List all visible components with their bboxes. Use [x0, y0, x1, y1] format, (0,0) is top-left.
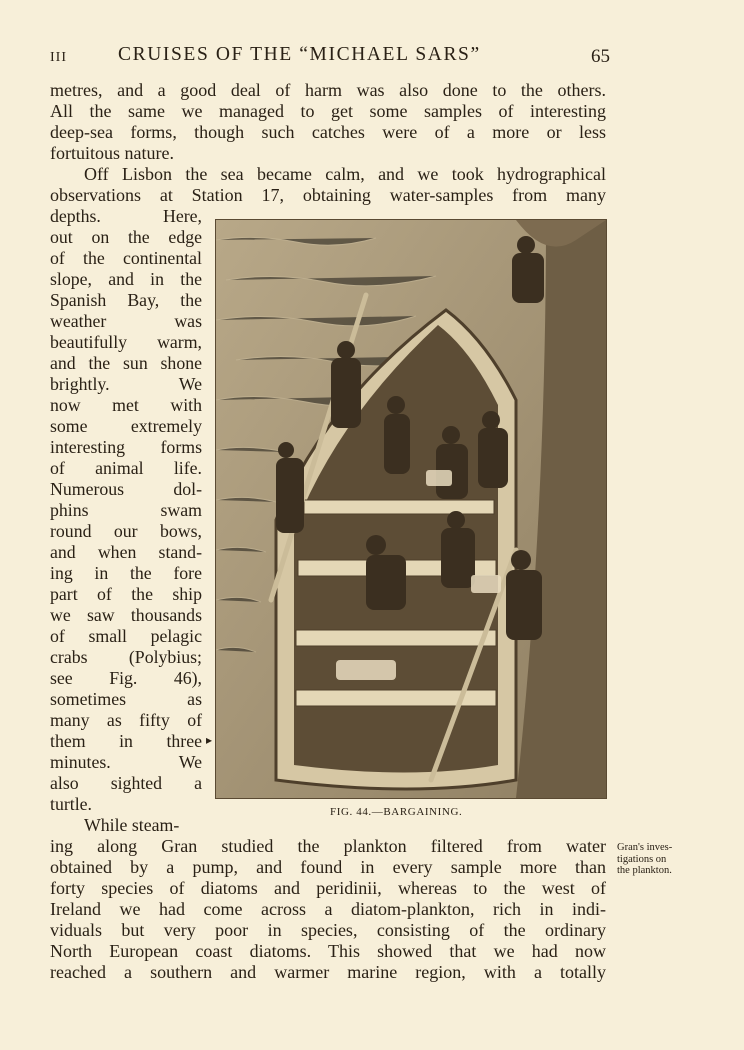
text-line: and when stand-: [50, 542, 202, 562]
running-title: CRUISES OF THE “MICHAEL SARS”: [118, 44, 481, 65]
text-line: While steam-: [84, 815, 180, 835]
text-line: round our bows,: [50, 521, 202, 541]
running-header: [50, 44, 610, 72]
text-line: reached a southern and warmer marine region, with a totally: [50, 962, 606, 982]
text-line: Numerous dol-: [50, 479, 202, 499]
text-line: weather was: [50, 311, 202, 331]
page-number: 65: [591, 46, 610, 67]
text-line: metres, and a good deal of harm was also done to the others.: [50, 80, 606, 100]
chapter-number: III: [50, 50, 67, 65]
text-line: some extremely: [50, 416, 202, 436]
margin-note-line: Gran's inves-: [617, 842, 673, 853]
text-line: All the same we managed to get some samples of interesting: [50, 101, 606, 121]
text-line: North European coast diatoms. This showed that we had now: [50, 941, 606, 961]
text-line: sometimes as: [50, 689, 202, 709]
text-line: depths. Here,: [50, 206, 202, 226]
text-line: observations at Station 17, obtaining water-samples from many: [50, 185, 606, 205]
text-line: turtle.: [50, 794, 92, 814]
text-line: them in three: [50, 731, 202, 751]
figure-caption: FIG. 44.—BARGAINING.: [330, 806, 463, 818]
text-line: ing along Gran studied the plankton filtered from water: [50, 836, 606, 856]
text-line: of animal life.: [50, 458, 202, 478]
text-line: now met with: [50, 395, 202, 415]
text-line: ing in the fore: [50, 563, 202, 583]
text-line: and the sun shone: [50, 353, 202, 373]
text-line: fortuitous nature.: [50, 143, 174, 163]
text-line: many as fifty of: [50, 710, 202, 730]
text-line: phins swam: [50, 500, 202, 520]
boat-photo-illustration: [216, 220, 606, 798]
text-line: crabs (Polybius;: [50, 647, 202, 667]
text-line: part of the ship: [50, 584, 202, 604]
text-line: forty species of diatoms and peridinii, whereas to the west of: [50, 878, 606, 898]
text-line: slope, and in the: [50, 269, 202, 289]
text-line: viduals but very poor in species, consisting of the ordinary: [50, 920, 606, 940]
text-line: also sighted a: [50, 773, 202, 793]
margin-pointer-icon: ▸: [206, 733, 213, 747]
text-line: we saw thousands: [50, 605, 202, 625]
text-line: obtained by a pump, and found in every sample more than: [50, 857, 606, 877]
text-line: deep-sea forms, though such catches were of a more or less: [50, 122, 606, 142]
figure-photo-bargaining: [215, 219, 607, 799]
text-line: Spanish Bay, the: [50, 290, 202, 310]
text-line: interesting forms: [50, 437, 202, 457]
text-line: beautifully warm,: [50, 332, 202, 352]
text-line: out on the edge: [50, 227, 202, 247]
margin-note-line: tigations on: [617, 853, 667, 865]
text-line: Ireland we had come across a diatom-plankton, rich in indi-: [50, 899, 606, 919]
text-line: see Fig. 46),: [50, 668, 202, 688]
text-line: brightly. We: [50, 374, 202, 394]
margin-note: [617, 842, 707, 877]
margin-note-line: the plankton.: [617, 865, 672, 876]
text-line: Off Lisbon the sea became calm, and we took hydrographical: [84, 164, 606, 184]
text-line: of the continental: [50, 248, 202, 268]
text-line: of small pelagic: [50, 626, 202, 646]
text-line: minutes. We: [50, 752, 202, 772]
